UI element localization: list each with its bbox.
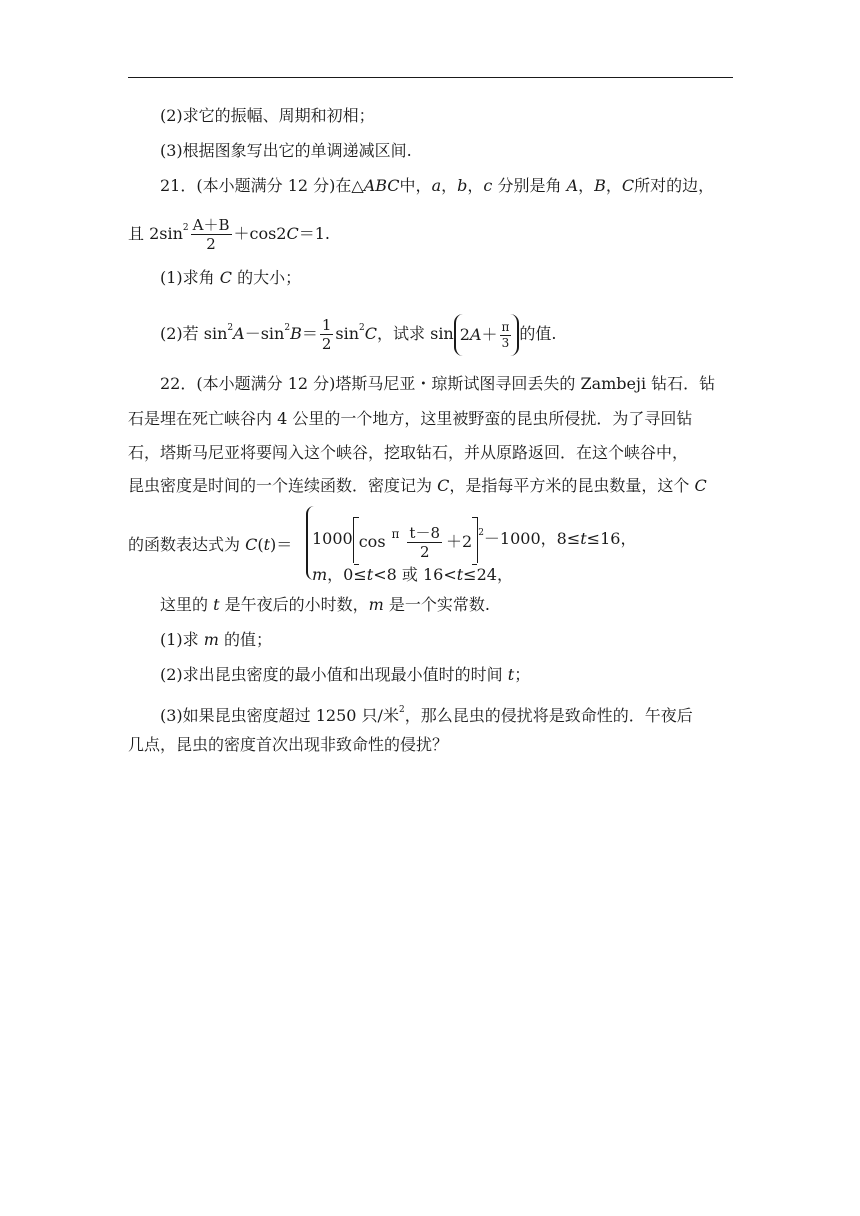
q22-line2: 石是埋在死亡峡谷内 4 公里的一个地方，这里被野蛮的昆虫所侵扰．为了寻回钻: [128, 409, 693, 428]
q22-part3-cont: 几点，昆虫的密度首次出现非致命性的侵扰？: [128, 735, 449, 754]
q21-half-fraction: $\frac{1}{2}$: [321, 316, 332, 353]
q20-part3: (3)根据图象写出它的单调递减区间.: [160, 141, 412, 160]
q21-part2: (2)若 $\sin^2A-\sin^2B=$ $\frac{1}{2}$ $\sin^2C$，试求 sin 2A＋ $\frac{\pi}{3}$ 的值.: [160, 303, 557, 353]
q21-condition: 且 $2\sin^2$ $\frac{A+B}{2}$ ＋cos2C＝1.: [128, 216, 331, 253]
q20-part2: (2)求它的振幅、周期和初相；: [160, 106, 375, 125]
q22-case2: m，0≤t<8 或 16<t≤24，: [312, 565, 513, 584]
q22-line4: 昆虫密度是时间的一个连续函数．密度记为 C，是指每平方米的昆虫数量，这个 C: [128, 476, 707, 495]
q21-stem: 21．(本小题满分 12 分)在△ABC中，a，b，c 分别是角 A，B，C所对的边，: [160, 176, 715, 195]
q22-part3: (3)如果昆虫密度超过 1250 只/米$^2$，那么昆虫的侵扰将是致命性的．午夜后: [160, 705, 693, 725]
q21-condition-fraction: $\frac{A+B}{2}$: [192, 216, 230, 253]
q22-part1: (1)求 m 的值；: [160, 630, 273, 649]
q22-part2: (2)求出昆虫密度的最小值和出现最小值时的时间 t；: [160, 665, 531, 684]
header-rule: [128, 77, 733, 78]
q21-paren-expression: 2A＋ $\frac{\pi}{3}$: [454, 314, 520, 356]
q22-line1: 22．(本小题满分 12 分)塔斯马尼亚・琼斯试图寻回丢失的 Zambeji 钻石．钻: [160, 374, 716, 393]
q22-fraction: $\frac{t-8}{2}$: [409, 523, 440, 561]
q22-case1: 1000 cos π $\frac{t-8}{2}$ ＋2 $^2$－1000，8≤t≤16，: [312, 508, 636, 558]
q21-part1: (1)求角 C 的大小；: [160, 268, 302, 287]
q22-function-label: 的函数表达式为 C(t)＝: [128, 535, 293, 554]
q22-note: 这里的 t 是午夜后的小时数，m 是一个实常数.: [160, 595, 491, 614]
q21-pi-fraction: $\frac{\pi}{3}$: [501, 319, 510, 350]
q22-bracket-expression: cos π $\frac{t-8}{2}$ ＋2: [353, 517, 478, 563]
q22-line3: 石，塔斯马尼亚将要闯入这个峡谷，挖取钻石，并从原路返回．在这个峡谷中，: [128, 443, 689, 462]
